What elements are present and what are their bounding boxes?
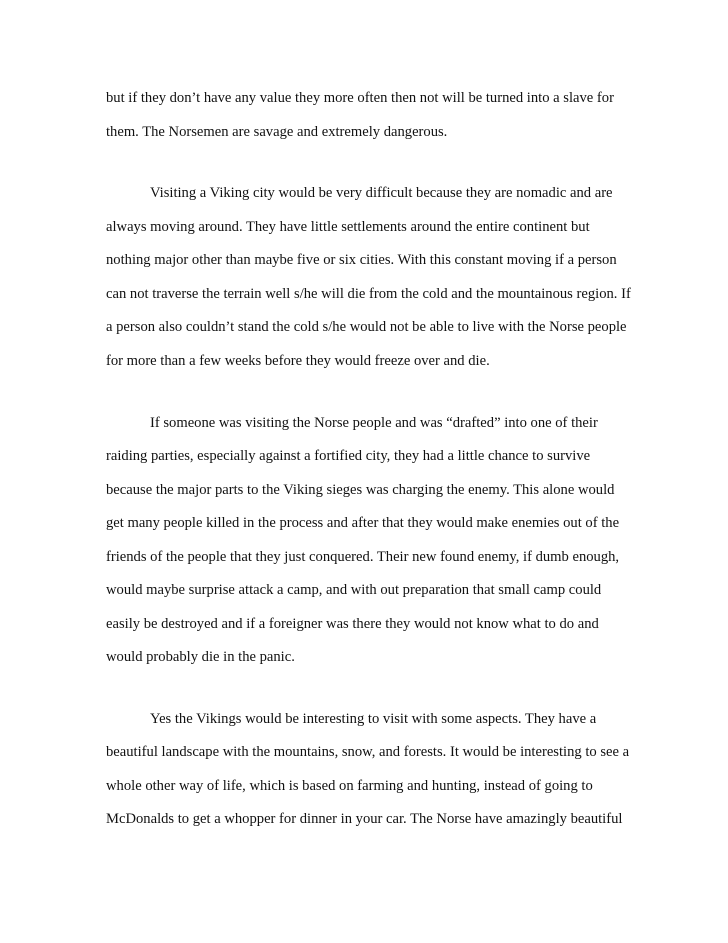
paragraph-3-line-3: because the major parts to the Viking sieges was charging the enemy. This alone would <box>106 482 615 498</box>
paragraph-4-line-2: beautiful landscape with the mountains, snow, and forests. It would be interesting to see a <box>106 744 630 760</box>
paragraph-4-line-4: McDonalds to get a whopper for dinner in your car. The Norse have amazingly beautiful <box>106 811 623 827</box>
paragraph-3-line-5: friends of the people that they just conquered. Their new found enemy, if dumb enough, <box>106 549 620 565</box>
paragraph-4-line-1: Yes the Vikings would be interesting to visit with some aspects. They have a <box>150 711 597 727</box>
paragraph-3-line-6: would maybe surprise attack a camp, and with out preparation that small camp could <box>106 582 602 598</box>
paragraph-1-line-1: but if they don’t have any value they more often then not will be turned into a slave for <box>106 90 614 106</box>
paragraph-1-line-2: them. The Norsemen are savage and extremely dangerous. <box>106 124 448 140</box>
paragraph-3-line-4: get many people killed in the process and after that they would make enemies out of the <box>106 515 620 531</box>
paragraph-3-line-2: raiding parties, especially against a fortified city, they had a little chance to survive <box>106 448 591 464</box>
paragraph-2-line-1: Visiting a Viking city would be very difficult because they are nomadic and are <box>150 185 613 201</box>
paragraph-2-line-3: nothing major other than maybe five or six cities. With this constant moving if a person <box>106 252 617 268</box>
paragraph-2-line-6: for more than a few weeks before they would freeze over and die. <box>106 353 490 369</box>
paragraph-3-line-8: would probably die in the panic. <box>106 649 295 665</box>
paragraph-3-line-1: If someone was visiting the Norse people and was “drafted” into one of their <box>150 415 598 431</box>
paragraph-2-line-5: a person also couldn’t stand the cold s/he would not be able to live with the Norse people <box>106 319 627 335</box>
paragraph-3-line-7: easily be destroyed and if a foreigner was there they would not know what to do and <box>106 616 599 632</box>
paragraph-2-line-2: always moving around. They have little settlements around the entire continent but <box>106 219 590 235</box>
paragraph-4-line-3: whole other way of life, which is based on farming and hunting, instead of going to <box>106 778 593 794</box>
paragraph-2-line-4: can not traverse the terrain well s/he will die from the cold and the mountainous region. If <box>106 286 631 302</box>
